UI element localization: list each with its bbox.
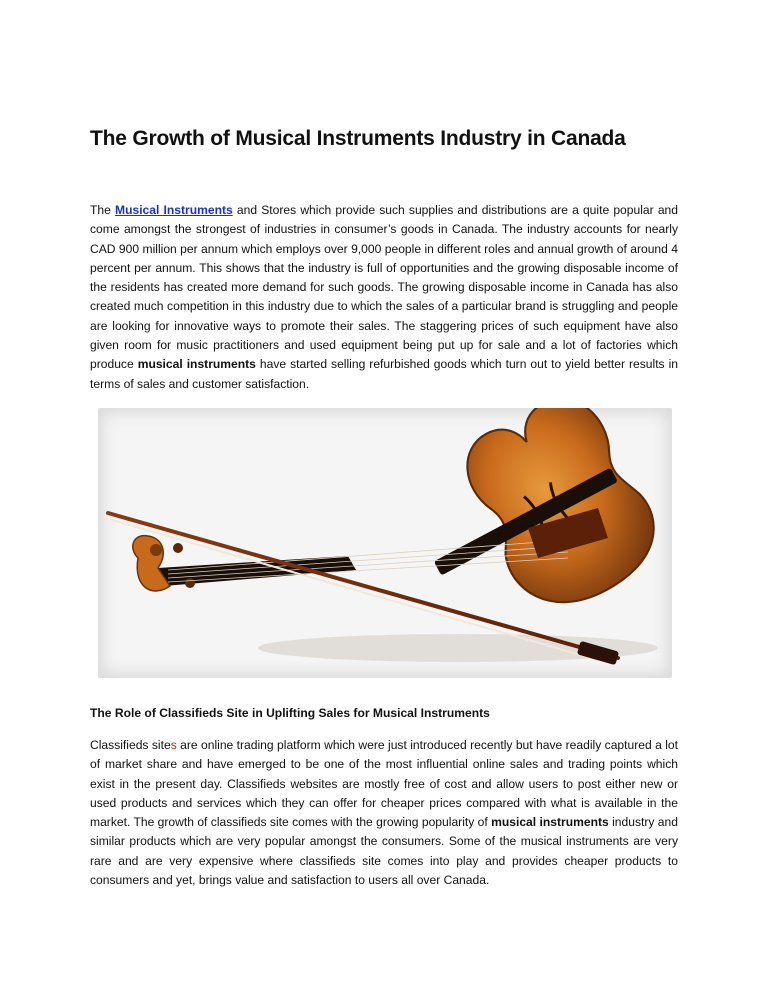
violin-with-bow-icon — [98, 408, 672, 678]
intro-paragraph — [90, 201, 678, 394]
section-subheading: The Role of Classifieds Site in Uplifting Sales for Musical Instruments — [90, 706, 490, 720]
intro-bold-keyword: musical instruments — [137, 357, 256, 372]
classifieds-paragraph — [90, 736, 678, 890]
classifieds-text-b: industry and similar products which are very popular amongst the consumers. Some of the musical instruments are very rare and are very expensive where classifieds site comes into play and provides cheaper products to consumers and yet, brings value and satisfaction to users all over Canada. — [90, 815, 678, 888]
classifieds-lead: Classifieds site — [90, 738, 171, 752]
musical-instruments-link[interactable]: Musical Instruments — [115, 203, 233, 217]
intro-text-b: have started selling refurbished goods which turn out to yield better results in terms of sales and customer satisfaction. — [90, 357, 678, 391]
classifieds-bold-keyword: musical instruments — [491, 815, 609, 830]
intro-lead: The — [90, 203, 115, 217]
classifieds-text-a: are online trading platform which were just introduced recently but have readily captured a lot of market share and have emerged to be one of the most influential online sales and trading points which exist in the present day. Classifieds websites are mostly free of cost and allow users to post either new or used products and services which they can offer for cheaper prices compared with what is available in the market. The growth of classifieds site comes with the growing popularity of — [90, 738, 678, 830]
document-title: The Growth of Musical Instruments Industry in Canada — [90, 127, 626, 150]
intro-text-a: and Stores which provide such supplies and distributions are a quite popular and come amongst the strongest of industries in consumer’s goods in Canada. The industry accounts for nearly CAD 900 million per annum which employs over 9,000 people in different roles and annual growth of around 4 percent per annum. This shows that the industry is full of opportunities and the growing disposable income of the residents has created more demand for such goods. The growing disposable income in Canada has also created much competition in this industry due to which the sales of a particular brand is struggling and people are looking for innovative ways to promote their sales. The staggering prices of such equipment have also given room for music practitioners and used equipment being put up for sale and a lot of factories which produce — [90, 203, 678, 372]
violin-image — [98, 408, 672, 678]
classifieds-accent-letter: s — [170, 738, 177, 752]
